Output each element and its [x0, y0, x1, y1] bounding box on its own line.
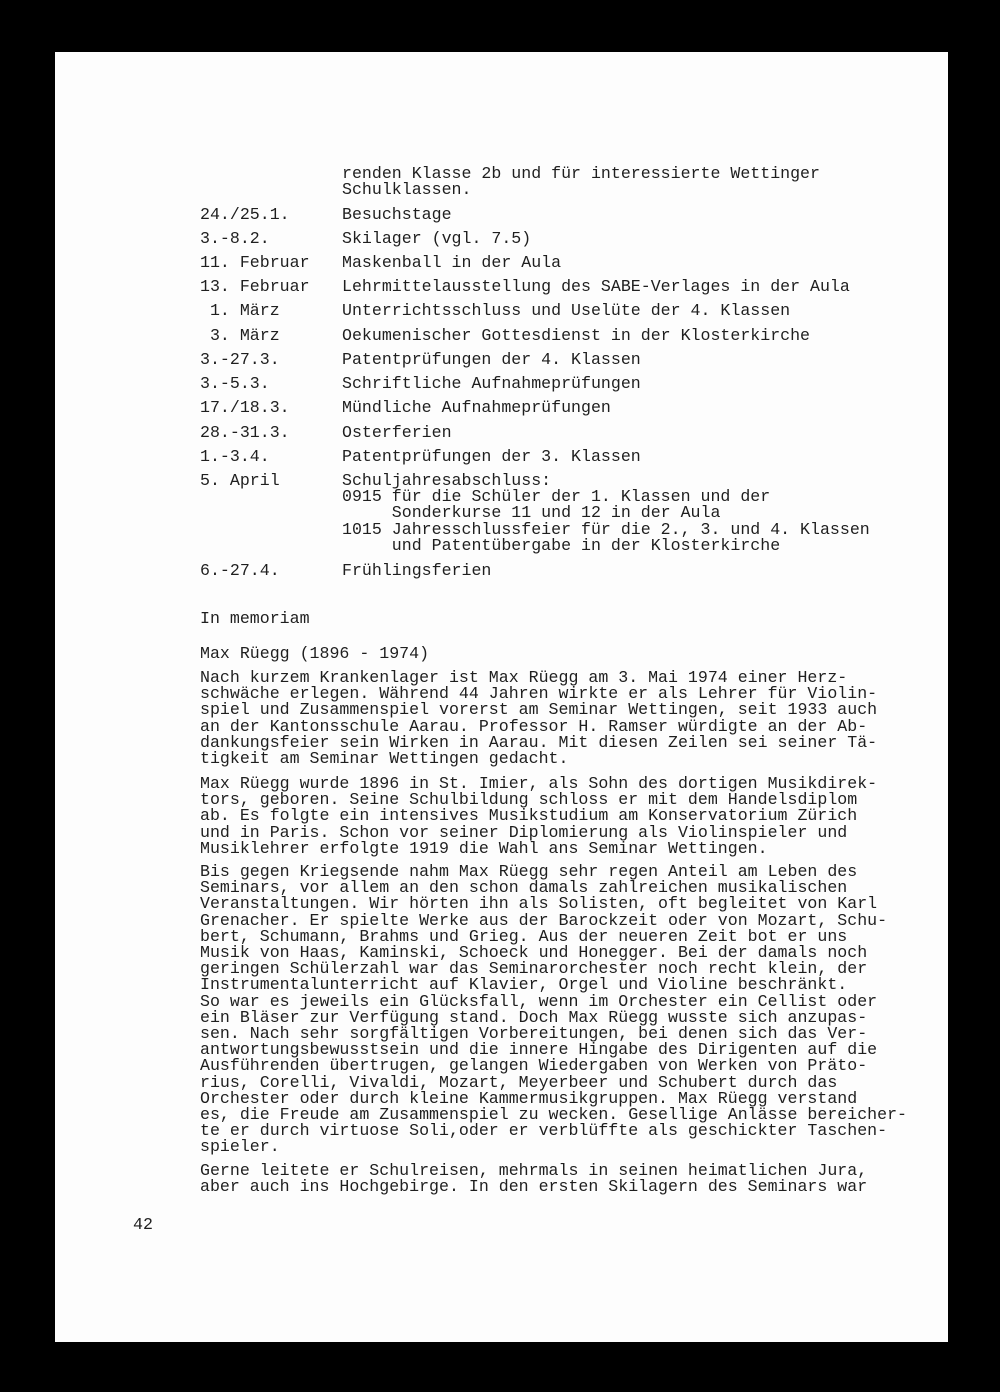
schedule-date: 3. März [200, 326, 280, 345]
schedule-event: 0915 für die Schüler der 1. Klassen und der [342, 487, 771, 507]
intro-line: Schulklassen. [342, 180, 472, 200]
paragraph-line: schwäche erlegen. Während 44 Jahren wirkte er als Lehrer für Violin- [200, 684, 878, 704]
section-title: In memoriam [200, 609, 310, 628]
schedule-event: Patentprüfungen der 4. Klassen [342, 350, 641, 369]
schedule-date: 5. April [200, 471, 280, 490]
schedule-date: 1. März [200, 301, 280, 320]
schedule-date: 3.-27.3. [200, 350, 280, 369]
schedule-date: 11. Februar [200, 253, 310, 272]
paragraph-line: Instrumentalunterricht auf Klavier, Orgel und Violine beschränkt. [200, 975, 848, 995]
paragraph-line: an der Kantonsschule Aarau. Professor H. Ramser würdigte an der Ab- [200, 716, 868, 736]
paragraph-line: bert, Schumann, Brahms und Grieg. Aus der neueren Zeit bot er uns [200, 926, 848, 946]
schedule-date: 24./25.1. [200, 205, 290, 224]
schedule-event: Mündliche Aufnahmeprüfungen [342, 398, 611, 417]
paragraph-line: Bis gegen Kriegsende nahm Max Rüegg sehr regen Anteil am Leben des [200, 862, 858, 881]
schedule-date: 6.-27.4. [200, 561, 280, 580]
intro-line: renden Klasse 2b und für interessierte Wettinger [342, 164, 820, 183]
schedule-date: 17./18.3. [200, 398, 290, 417]
paragraph-line: Nach kurzem Krankenlager ist Max Rüegg am 3. Mai 1974 einer Herz- [200, 668, 848, 687]
schedule-date: 3.-8.2. [200, 229, 270, 248]
paragraph-line: spiel und Zusammenspiel vorerst am Seminar Wettingen, seit 1933 auch [200, 700, 878, 720]
paragraph-line: Seminars, vor allem an den schon damals zahlreichen musikalischen [200, 878, 848, 898]
paragraph-line: ein Bläser zur Verfügung stand. Doch Max Rüegg wusste sich anzupas- [200, 1007, 868, 1027]
paragraph-line: spieler. [200, 1137, 280, 1157]
schedule-date: 3.-5.3. [200, 374, 270, 393]
schedule-event: Maskenball in der Aula [342, 253, 562, 272]
schedule-event: Skilager (vgl. 7.5) [342, 229, 532, 248]
paragraph-line: antwortungsbewusstsein und die innere Hingabe des Dirigenten auf die [200, 1040, 878, 1060]
schedule-event: Osterferien [342, 423, 452, 442]
paragraph-line: und in Paris. Schon vor seiner Diplomierung als Violinspieler und [200, 822, 848, 842]
paragraph-line: tors, geboren. Seine Schulbildung schloss er mit dem Handelsdiplom [200, 790, 858, 810]
paragraph-line: ab. Es folgte ein intensives Musikstudium am Konservatorium Zürich [200, 806, 858, 826]
schedule-date: 28.-31.3. [200, 423, 290, 442]
paragraph-line: Musik von Haas, Kaminski, Schoeck und Honegger. Bei der damals noch [200, 943, 868, 962]
schedule-event: Oekumenischer Gottesdienst in der Klosterkirche [342, 326, 811, 345]
schedule-event: Patentprüfungen der 3. Klassen [342, 447, 641, 466]
schedule-event: Schuljahresabschluss: [342, 471, 552, 490]
paragraph-line: Gerne leitete er Schulreisen, mehrmals in seinen heimatlichen Jura, [200, 1161, 868, 1180]
paragraph-line: Grenacher. Er spielte Werke aus der Barockzeit oder von Mozart, Schu- [200, 910, 888, 930]
person-heading: Max Rüegg (1896 - 1974) [200, 644, 430, 663]
paragraph-line: tigkeit am Seminar Wettingen gedacht. [200, 749, 569, 768]
schedule-event: Schriftliche Aufnahmeprüfungen [342, 374, 641, 393]
paragraph-line: Orchester oder durch kleine Kammermusikgruppen. Max Rüegg verstand [200, 1088, 858, 1108]
paragraph-line: Max Rüegg wurde 1896 in St. Imier, als Sohn des dortigen Musikdirek- [200, 774, 878, 793]
schedule-event: Sonderkurse 11 und 12 in der Aula [342, 503, 721, 523]
paragraph-line: dankungsfeier sein Wirken in Aarau. Mit diesen Zeilen sei seiner Tä- [200, 732, 878, 752]
schedule-date: 13. Februar [200, 277, 310, 296]
paragraph-line: Veranstaltungen. Wir hörten ihn als Solisten, oft begleitet von Karl [200, 894, 878, 914]
paragraph-line: So war es jeweils ein Glücksfall, wenn im Orchester ein Cellist oder [200, 991, 878, 1011]
paragraph-line: geringen Schülerzahl war das Seminarorchester noch recht klein, der [200, 959, 868, 979]
schedule-event: Unterrichtsschluss und Uselüte der 4. Klassen [342, 301, 791, 320]
paragraph-line: es, die Freude am Zusammenspiel zu wecken. Gesellige Anlässe bereicher- [200, 1105, 908, 1124]
paragraph-line: rius, Corelli, Vivaldi, Mozart, Meyerbeer und Schubert durch das [200, 1072, 838, 1092]
paragraph-line: sen. Nach sehr sorgfältigen Vorbereitungen, bei denen sich das Ver- [200, 1024, 868, 1043]
schedule-event: 1015 Jahresschlussfeier für die 2., 3. und 4. Klassen [342, 519, 870, 539]
page-number: 42 [133, 1215, 153, 1234]
schedule-event: und Patentübergabe in der Klosterkirche [342, 535, 781, 555]
schedule-event: Frühlingsferien [342, 561, 492, 580]
paragraph-line: te er durch virtuose Soli,oder er verblüffte als geschickter Taschen- [200, 1121, 888, 1141]
paragraph-line: aber auch ins Hochgebirge. In den ersten Skilagern des Seminars war [200, 1177, 868, 1197]
schedule-event: Lehrmittelausstellung des SABE-Verlages in der Aula [342, 277, 850, 296]
schedule-date: 1.-3.4. [200, 447, 270, 466]
paragraph-line: Ausführenden übertrugen, gelangen Wiedergaben von Werken von Präto- [200, 1056, 868, 1076]
paragraph-line: Musiklehrer erfolgte 1919 die Wahl ans Seminar Wettingen. [200, 838, 768, 858]
schedule-event: Besuchstage [342, 205, 452, 224]
